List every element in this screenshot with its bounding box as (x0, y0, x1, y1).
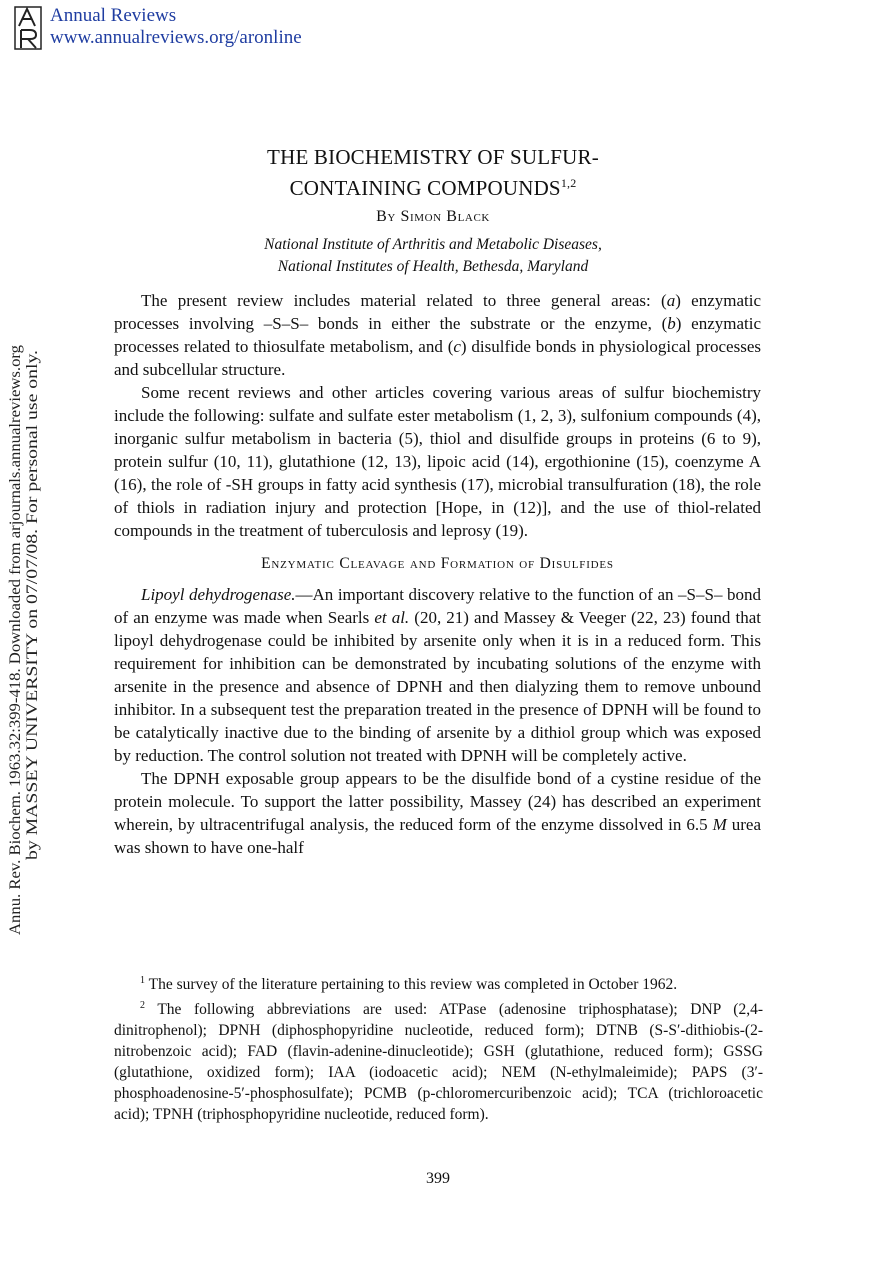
page-number: 399 (426, 1170, 450, 1187)
affiliation-line-1: National Institute of Arthritis and Metabolic Diseases, (264, 236, 602, 253)
article-title (150, 144, 716, 201)
author-line: By Simon Black (376, 208, 490, 225)
title-footnote-marks: 1,2 (560, 176, 577, 190)
paragraph-lipoyl: Lipoyl dehydrogenase.—An important discovery relative to the function of an –S–S– bond of an enzyme was made when Searls et al. (20, 21) and Massey & Veeger (22, 23) found that lipoyl dehydrogenase could be inhibited by arsenite only when it is in a reduced form. This requirement for inhibition can be demonstrated by incubating solutions of the enzyme with arsenite in the presence and absence of DPNH and then dialyzing them to remove unbound inhibitor. In a subsequent test the preparation treated in the presence of DPNH will be found to be catalytically inactive due to the binding of arsenite by a dithiol group which was exposed by reduction. The control solution not treated with DPNH will be completely active. (114, 585, 762, 765)
download-notice-line2: by MASSEY UNIVERSITY on 07/07/08. For personal use only. (24, 459, 41, 860)
article-body (114, 289, 761, 859)
annual-reviews-logo-icon (14, 6, 42, 50)
affiliation-line-2: National Institutes of Health, Bethesda, Maryland (277, 258, 589, 275)
footnote-1: $^1$ The survey of the literature pertaining to this review was completed in October 1962. (140, 975, 678, 994)
annual-reviews-url-link[interactable]: www.annualreviews.org/aronline (50, 27, 302, 48)
footnotes (114, 970, 763, 1125)
download-notice (3, 340, 53, 940)
footnote-2: $^2$ The following abbreviations are used: ATPase (adenosine triphosphatase); DNP (2,4-dinitrophenol); DPNH (diphosphopyridine nucleotide, reduced form); DTNB (S-S′-dithiobis-(2-nitrobenzoic acid); FAD (flavin-adenine-dinucleotide); GSH (glutathione, reduced form); GSSG (glutathione, oxidized form); IAA (iodoacetic acid); NEM (N-ethylmaleimide); PAPS (3′-phosphoadenosine-5′-phosphosulfate); PCMB (p-chloromercuribenzoic acid); TCA (trichloroacetic acid); TPNH (triphosphopyridine nucleotide, reduced form). (114, 1000, 763, 1124)
paragraph-reviews: Some recent reviews and other articles covering various areas of sulfur biochemistry include the following: sulfate and sulfate ester metabolism (1, 2, 3), sulfonium compounds (4), inorganic sulfur metabolism in bacteria (5), thiol and disulfide groups in proteins (6 to 9), protein sulfur (10, 11), glutathione (12, 13), lipoic acid (14), ergothionine (15), coenzyme A (16), the role of -SH groups in fatty acid synthesis (17), microbial transulfuration (18), the role of thiols in radiation injury and protection [Hope, in (12)], and the use of thiol-related compounds in the treatment of tuberculosis and leprosy (19). (114, 383, 761, 540)
title-line-1: THE BIOCHEMISTRY OF SULFUR- (267, 145, 599, 169)
paragraph-dpnh: The DPNH exposable group appears to be the disulfide bond of a cystine residue of the protein molecule. To support the latter possibility, Massey (24) has described an experiment wherein, by ultracentrifugal analysis, the reduced form of the enzyme dissolved in 6.5 M urea was shown to have one-half (114, 769, 761, 857)
affiliation (150, 234, 716, 278)
section-heading: Enzymatic Cleavage and Formation of Disulfides (261, 555, 614, 572)
subsection-lead: Lipoyl dehydrogenase. (141, 585, 296, 604)
paragraph-intro: The present review includes material related to three general areas: (a) enzymatic processes involving –S–S– bonds in either the substrate or the enzyme, (b) enzymatic processes related to thiosulfate metabolism, and (c) disulfide bonds in physiological processes and subcellular structure. (114, 291, 761, 379)
download-notice-line1: Annu. Rev. Biochem. 1963.32:399-418. Downloaded from arjournals.annualreviews.org (7, 386, 24, 935)
annual-reviews-link[interactable]: Annual Reviews (50, 5, 177, 26)
annual-reviews-header (14, 6, 374, 52)
title-line-2: CONTAINING COMPOUNDS$^{1,2}$ (289, 176, 577, 200)
